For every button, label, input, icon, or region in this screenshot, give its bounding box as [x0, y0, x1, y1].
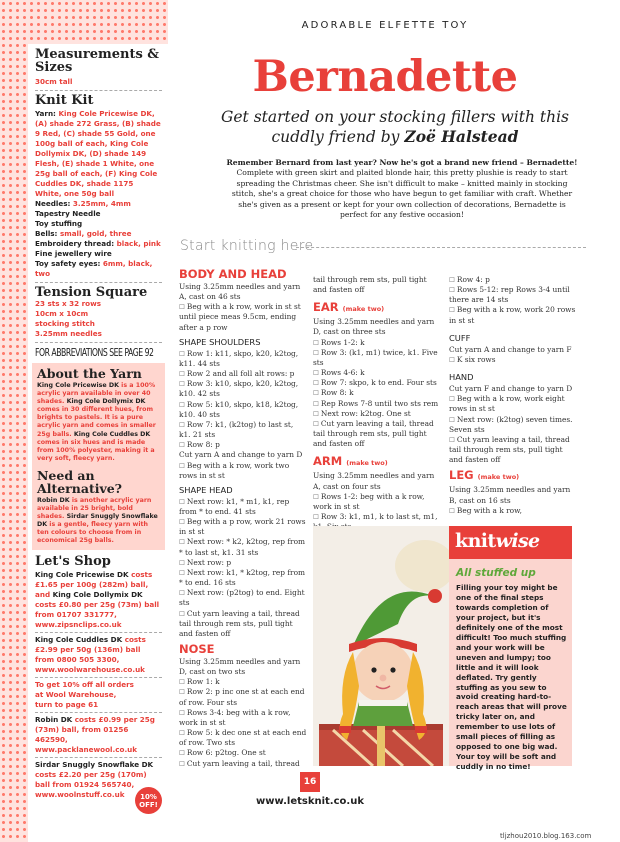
- website-link[interactable]: www.letsknit.co.uk: [256, 796, 364, 807]
- page-title: Bernadette: [252, 52, 518, 102]
- body-title: BODY AND HEAD: [179, 267, 287, 281]
- tension-values: 23 sts x 32 rows 10cm x 10cm stocking stitch 3.25mm needles: [35, 299, 102, 338]
- discount-badge: 10% OFF!: [135, 787, 162, 814]
- abbreviations-note: FOR ABBREVIATIONS SEE PAGE 92: [35, 347, 154, 359]
- pattern-column-2: tail through rem sts, pull tight and fasten off EAR (make two) Using 3.25mm needles and yarn D, cast on three sts ☐ Rows 1-2: k ☐ Row 3: (k1, m1) twice, k1. Five sts ☐ Rows 4-6: k ☐ Row 7: skpo, k to end. Four sts ☐ Row 8: k ☐ Rep Rows 7-8 until two sts rem ☐ Next row: k2tog. One st ☐ Cut yarn leaving a tail, thread tail through rem sts, pull tight and fasten off ARM (make two) Using 3.25mm needles and yarn A, cast on four sts ☐ Rows 1-2: beg with a k row, work in st st ☐ Row 3: k1, m1, k to last st, m1,: [313, 275, 441, 532]
- leg-title: LEG: [449, 468, 474, 483]
- shop-title: Let's Shop: [35, 553, 111, 569]
- sidebar: [28, 44, 168, 814]
- elf-photo: [313, 526, 449, 766]
- intro-text: Remember Bernard from last year? Now he's got a brand new friend – Bernadette! Complete with green skirt and plaited blonde hair, this pretty plushie is ready to start spreading the Christmas cheer. She isn't difficult to make – knitted mainly in stocking stitch, she's a great choice for those who have begun to get familiar with craft. Whether she's given as a present or kept for your own collection of decorations, Bernadette is perfect for any festive occasion!: [226, 158, 578, 220]
- shoulders-title: SHAPE SHOULDERS: [179, 336, 261, 347]
- polka-dot-border: [0, 0, 28, 842]
- ear-title: EAR: [313, 300, 339, 315]
- pattern-column-1: BODY AND HEAD Using 3.25mm needles and yarn A, cast on 46 sts ☐ Beg with a k row, work in st st until piece meas 9.5cm, ending after a p row SHAPE SHOULDERS ☐ Row 1: k11, skpo, k20, k2tog, k11. 44 sts ☐ Row 2 and all foll alt rows: p ☐ Row 3: k10, skpo, k20, k2tog, k10. 42 sts ☐ Row 5: k10, skpo, k18, k2tog, k10. 40 sts ☐ Row 7: k1, (k2tog) to last st, k1. 21 sts ☐ Row 8: p Cut yarn A and change to yarn D ☐ Beg with a k row, work two rows in st st SHAPE HEAD ☐ Next row: k1, * m1, k1, rep from * to end. 41 sts ☐ Beg with a p row, work 21 rows in st st ☐ Next row: * k2, k2tog, rep from * to last st, k1. 31 sts ☐ Next row: p ☐ Next row: k1, * k2tog, rep from * to end. 16 sts ☐ Next row: (p2tog) to end. Eight sts ☐ Cut yarn leaving a tail, thread tail through rem sts, pull tight and fasten off NOSE Using 3.25mm needles and yarn D, cast on two sts ☐ Row 1: k ☐ Row 2: p inc one st at each end of row. Four sts ☐ Rows 3-4: beg with a k row, work in st st ☐ Row 5: k dec one st at each end of row. Two sts ☐ Row 6: p2tog. One st ☐ Cut yarn leaving a tail, thread: [179, 264, 307, 769]
- page-number: 16: [300, 772, 320, 792]
- promo-link[interactable]: To get 10% off all orders at Wool Warehouse, turn to page 61: [35, 679, 134, 709]
- knitwise-body: Filling your toy might be one of the final steps towards completion of your project, but it's definitely one of the most difficult! Too much stuffing and your work will be uneven and lumpy; too little and it will look deflated. Try gently stuffing as you sew to avoid creating hard-to-reach areas that will prove tricky later on, and remember to use lots of small pieces of filling as opposed to one big wad. Your toy will be soft and cuddly in no time!: [456, 583, 567, 772]
- measurements-value: 30cm tall: [35, 77, 73, 86]
- about-yarn-title: About the Yarn: [37, 366, 142, 381]
- tension-title: Tension Square: [35, 285, 148, 300]
- watermark: tljzhou2010.blog.163.com: [500, 832, 592, 840]
- shop-section: Let's Shop King Cole Pricewise DK costs £1.65 per 100g (282m) ball, and King Cole Dollymix DK costs £0.80 per 25g (73m) ball from 01707 331777, www.zipsnclips.co.uk King Cole Cuddles DK costs £2.99 per 50g (136m) ball from 0800 505 3300, www.woolwarehouse.co.uk To get 10% off all orders at Wool Warehouse, turn to page 61 10% OFF! Robin DK costs £0.99 per 25g (73m) ball, from 01256 462590, www.packlanewool.co.uk Sirdar Snuggly Snowflake DK costs £2.20 per 25g (170m) ball from 01924 565740, www.woolnstuff.co.uk: [35, 555, 162, 800]
- nose-title: NOSE: [179, 642, 215, 656]
- kit-title: Knit Kit: [35, 93, 94, 108]
- alternative-title: Need an Alternative?: [37, 467, 123, 496]
- polka-dot-corner: [28, 0, 168, 48]
- subtitle: Get started on your stocking fillers with this cuddly friend by Zoë Halstead: [220, 108, 570, 146]
- cuff-title: CUFF: [449, 332, 471, 343]
- knitwise-logo: knitwise: [455, 530, 540, 552]
- about-yarn-box: About the Yarn King Cole Pricewise DK is a 100% acrylic yarn available in over 40 shades. King Cole Dollymix DK comes in 30 different hues, from brights to pastels. It is a pure acrylic yarn and comes in smaller 25g balls. King Cole Cuddles DK comes in six hues and is made from 100% polyester, making it a very soft, fleecy yarn. Need an Alternative? Robin DK is another acrylic yarn available in 25 bright, bold shades. Sirdar Snuggly Snowflake DK is a gentle, fleecy yarn with ten colours to choose from in economical 25g balls.: [32, 363, 165, 550]
- start-knitting-label: Start knitting here: [180, 238, 314, 254]
- hand-title: HAND: [449, 372, 474, 383]
- arm-title: ARM: [313, 454, 343, 469]
- kit-list: Yarn: King Cole Pricewise DK, (A) shade 272 Grass, (B) shade 9 Red, (C) shade 55 Gold, one 100g ball of each, King Cole Dollymix DK, (D) shade 149 Flesh, (E) shade 1 White, one 25g ball of each, (F) King Cole Cuddles DK, shade 1175 White, one 50g ball Needles: 3.25mm, 4mm Tapestry Needle Toy stuffing Bells: small, gold, three Embroidery thread: black, pink Fine jewellery wire Toy safety eyes: 6mm, black, two: [35, 109, 161, 278]
- measurements-title: Measurements & Sizes: [35, 47, 160, 75]
- kicker: ADORABLE ELFETTE TOY: [301, 20, 469, 31]
- head-title: SHAPE HEAD: [179, 484, 233, 495]
- knitwise-title: All stuffed up: [456, 567, 536, 579]
- pattern-column-3: ☐ Row 4: p ☐ Rows 5-12: rep Rows 3-4 until there are 14 sts ☐ Beg with a k row, work 20 rows in st st CUFF Cut yarn A and change to yarn F ☐ K six rows HAND Cut yarn F and change to yarn D ☐ Beg with a k row, work eight rows in st st ☐ Next row: (k2tog) seven times. Seven sts ☐ Cut yarn leaving a tail, thread tail through rem sts, pull tight and fasten off LEG (make two) Using 3.25mm needles and yarn B, cast on 16 sts ☐ Beg with a k row,: [449, 275, 577, 516]
